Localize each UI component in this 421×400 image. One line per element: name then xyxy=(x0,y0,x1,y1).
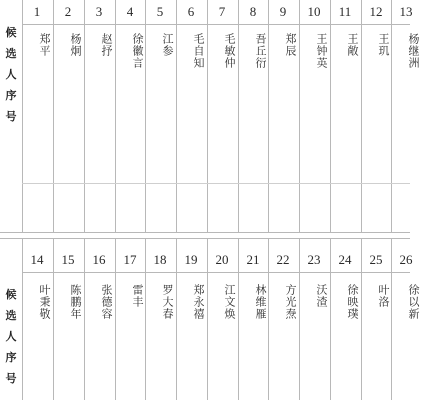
candidate-number: 26 xyxy=(399,252,413,267)
candidate-number: 22 xyxy=(276,252,290,267)
candidate-number: 3 xyxy=(95,4,103,19)
candidate-number: 7 xyxy=(218,4,226,19)
mark-area-divider xyxy=(22,183,410,184)
candidate-number: 20 xyxy=(215,252,229,267)
candidate-name: 方光焘 xyxy=(284,284,297,320)
candidate-name: 陈鹏年 xyxy=(69,284,82,320)
candidate-name: 杨炯 xyxy=(69,33,82,57)
candidate-name: 江文焕 xyxy=(223,284,236,320)
candidate-name: 王敞 xyxy=(346,33,359,57)
candidate-number: 1 xyxy=(33,4,41,19)
candidate-order-label: 候 选 人 序 号 xyxy=(5,288,17,385)
candidate-number: 5 xyxy=(156,4,164,19)
candidate-name: 王玑 xyxy=(377,33,390,57)
candidate-number: 11 xyxy=(338,4,352,19)
candidate-number: 6 xyxy=(187,4,195,19)
candidate-order-label: 候 选 人 序 号 xyxy=(5,26,17,123)
header-divider xyxy=(22,272,410,273)
candidate-name: 罗大春 xyxy=(161,284,174,320)
candidate-name: 毛敏仲 xyxy=(223,33,236,69)
candidate-number: 14 xyxy=(30,252,44,267)
candidate-number: 23 xyxy=(307,252,321,267)
candidate-name: 徐以新 xyxy=(407,284,420,320)
candidate-number: 15 xyxy=(61,252,75,267)
candidate-name: 林维雁 xyxy=(254,284,267,320)
candidate-name: 杨继洲 xyxy=(407,33,420,69)
candidate-number: 21 xyxy=(246,252,260,267)
candidate-number: 18 xyxy=(153,252,167,267)
candidate-name: 张德容 xyxy=(100,284,113,320)
candidate-name: 江参 xyxy=(161,33,174,57)
candidate-number: 10 xyxy=(307,4,321,19)
candidate-number: 8 xyxy=(249,4,257,19)
candidate-number: 24 xyxy=(338,252,352,267)
candidate-number: 4 xyxy=(126,4,134,19)
section-bottom-border xyxy=(0,232,410,233)
section-top-border xyxy=(0,238,410,239)
candidate-name: 郑平 xyxy=(38,33,51,57)
candidate-number: 2 xyxy=(64,4,72,19)
candidate-name: 沃渣 xyxy=(315,284,328,308)
header-divider xyxy=(22,24,410,25)
candidate-number: 25 xyxy=(369,252,383,267)
candidate-name: 徐徽言 xyxy=(131,33,144,69)
candidate-name: 吾丘衍 xyxy=(254,33,267,69)
candidate-number: 19 xyxy=(184,252,198,267)
candidate-name: 毛自知 xyxy=(192,33,205,69)
candidate-name: 叶洛 xyxy=(377,284,390,308)
candidate-name: 王钟英 xyxy=(315,33,328,69)
candidate-number: 12 xyxy=(369,4,383,19)
candidate-number: 13 xyxy=(399,4,413,19)
candidate-name: 郑永禧 xyxy=(192,284,205,320)
candidate-number: 16 xyxy=(92,252,106,267)
candidate-name: 雷丰 xyxy=(131,284,144,308)
candidate-number: 17 xyxy=(123,252,137,267)
candidate-name: 郑辰 xyxy=(284,33,297,57)
candidate-number: 9 xyxy=(279,4,287,19)
candidate-name: 徐映璞 xyxy=(346,284,359,320)
candidate-name: 叶秉敬 xyxy=(38,284,51,320)
candidate-name: 赵抒 xyxy=(100,33,113,57)
